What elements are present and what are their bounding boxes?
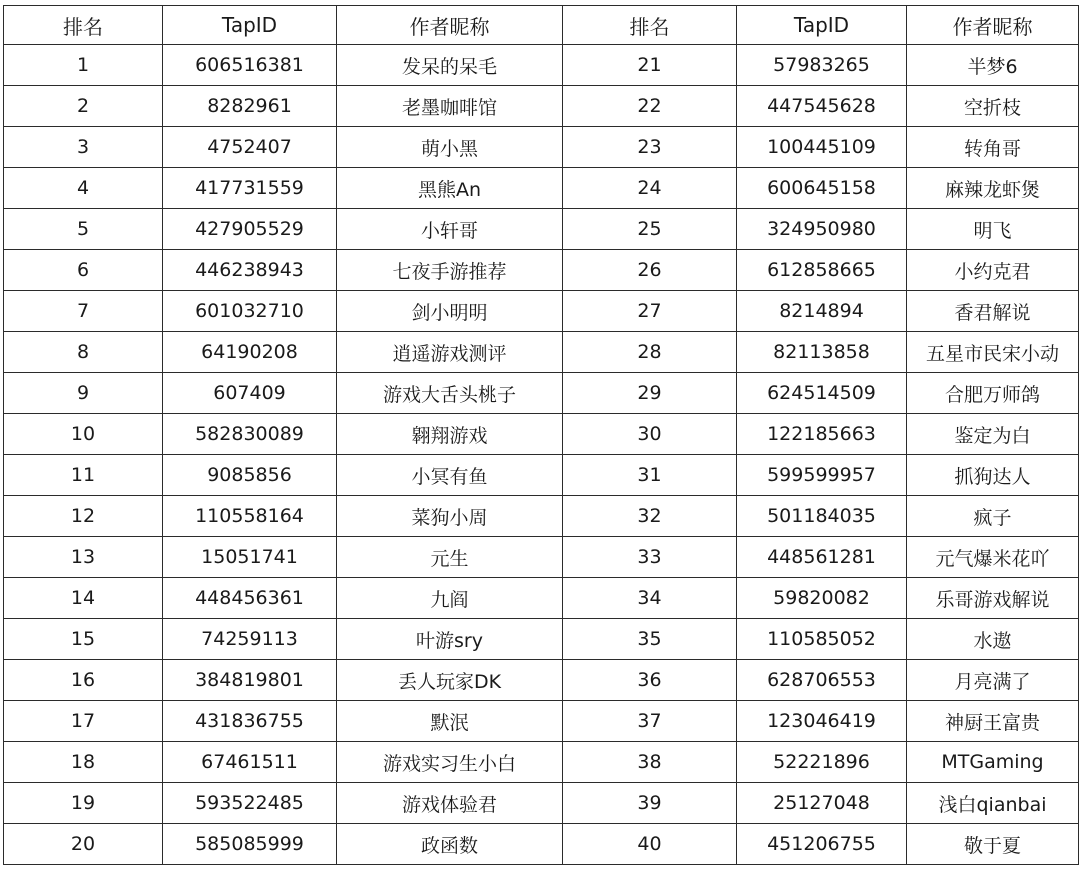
nickname-cell: 小约克君 — [907, 250, 1079, 291]
rank-cell: 15 — [4, 619, 163, 660]
nickname-cell: 翱翔游戏 — [337, 414, 563, 455]
table-header-row — [4, 6, 1079, 45]
ranking-table — [3, 5, 1079, 865]
table-row — [4, 373, 1079, 414]
tapid-cell: 8214894 — [737, 291, 907, 332]
tapid-cell: 448561281 — [737, 537, 907, 578]
tapid-cell: 324950980 — [737, 209, 907, 250]
rank-cell: 6 — [4, 250, 163, 291]
tapid-cell: 67461511 — [163, 742, 337, 783]
tapid-cell: 446238943 — [163, 250, 337, 291]
table-row — [4, 537, 1079, 578]
nickname-cell: 叶游sry — [337, 619, 563, 660]
rank-cell: 18 — [4, 742, 163, 783]
rank-cell: 12 — [4, 496, 163, 537]
tapid-cell: 601032710 — [163, 291, 337, 332]
tapid-cell: 600645158 — [737, 168, 907, 209]
rank-cell: 7 — [4, 291, 163, 332]
rank-cell: 36 — [563, 660, 737, 701]
rank-cell: 25 — [563, 209, 737, 250]
rank-cell: 1 — [4, 45, 163, 86]
rank-cell: 27 — [563, 291, 737, 332]
nickname-cell: 游戏实习生小白 — [337, 742, 563, 783]
tapid-cell: 64190208 — [163, 332, 337, 373]
table-row — [4, 127, 1079, 168]
header-author-nickname: 作者昵称 — [337, 6, 563, 45]
tapid-cell: 451206755 — [737, 824, 907, 865]
table-row — [4, 250, 1079, 291]
nickname-cell: 疯子 — [907, 496, 1079, 537]
nickname-cell: 转角哥 — [907, 127, 1079, 168]
nickname-cell: 萌小黑 — [337, 127, 563, 168]
header-rank: 排名 — [4, 6, 163, 45]
rank-cell: 8 — [4, 332, 163, 373]
tapid-cell: 606516381 — [163, 45, 337, 86]
rank-cell: 21 — [563, 45, 737, 86]
tapid-cell: 9085856 — [163, 455, 337, 496]
tapid-cell: 417731559 — [163, 168, 337, 209]
rank-cell: 33 — [563, 537, 737, 578]
tapid-cell: 57983265 — [737, 45, 907, 86]
rank-cell: 23 — [563, 127, 737, 168]
tapid-cell: 4752407 — [163, 127, 337, 168]
rank-cell: 32 — [563, 496, 737, 537]
nickname-cell: 水遨 — [907, 619, 1079, 660]
rank-cell: 30 — [563, 414, 737, 455]
nickname-cell: 小轩哥 — [337, 209, 563, 250]
tapid-cell: 122185663 — [737, 414, 907, 455]
tapid-cell: 25127048 — [737, 783, 907, 824]
table-row — [4, 824, 1079, 865]
nickname-cell: MTGaming — [907, 742, 1079, 783]
rank-cell: 5 — [4, 209, 163, 250]
rank-cell: 40 — [563, 824, 737, 865]
table-body — [4, 45, 1079, 865]
header-tapid: TapID — [737, 6, 907, 45]
tapid-cell: 431836755 — [163, 701, 337, 742]
nickname-cell: 抓狗达人 — [907, 455, 1079, 496]
nickname-cell: 敬于夏 — [907, 824, 1079, 865]
tapid-cell: 585085999 — [163, 824, 337, 865]
nickname-cell: 菜狗小周 — [337, 496, 563, 537]
nickname-cell: 剑小明明 — [337, 291, 563, 332]
table-row — [4, 496, 1079, 537]
rank-cell: 4 — [4, 168, 163, 209]
table-row — [4, 414, 1079, 455]
table-row — [4, 45, 1079, 86]
table-row — [4, 455, 1079, 496]
table-row — [4, 783, 1079, 824]
tapid-cell: 612858665 — [737, 250, 907, 291]
tapid-cell: 52221896 — [737, 742, 907, 783]
nickname-cell: 香君解说 — [907, 291, 1079, 332]
tapid-cell: 59820082 — [737, 578, 907, 619]
tapid-cell: 8282961 — [163, 86, 337, 127]
rank-cell: 16 — [4, 660, 163, 701]
rank-cell: 14 — [4, 578, 163, 619]
header-rank: 排名 — [563, 6, 737, 45]
tapid-cell: 599599957 — [737, 455, 907, 496]
nickname-cell: 九阎 — [337, 578, 563, 619]
tapid-cell: 501184035 — [737, 496, 907, 537]
table-row — [4, 332, 1079, 373]
table-row — [4, 578, 1079, 619]
tapid-cell: 110585052 — [737, 619, 907, 660]
tapid-cell: 628706553 — [737, 660, 907, 701]
nickname-cell: 默泯 — [337, 701, 563, 742]
nickname-cell: 老墨咖啡馆 — [337, 86, 563, 127]
ranking-table-container — [3, 5, 1078, 865]
tapid-cell: 427905529 — [163, 209, 337, 250]
table-row — [4, 291, 1079, 332]
rank-cell: 17 — [4, 701, 163, 742]
rank-cell: 37 — [563, 701, 737, 742]
nickname-cell: 明飞 — [907, 209, 1079, 250]
nickname-cell: 鉴定为白 — [907, 414, 1079, 455]
table-row — [4, 209, 1079, 250]
rank-cell: 24 — [563, 168, 737, 209]
rank-cell: 39 — [563, 783, 737, 824]
nickname-cell: 小冥有鱼 — [337, 455, 563, 496]
nickname-cell: 丢人玩家DK — [337, 660, 563, 701]
rank-cell: 2 — [4, 86, 163, 127]
table-row — [4, 168, 1079, 209]
rank-cell: 13 — [4, 537, 163, 578]
table-row — [4, 619, 1079, 660]
nickname-cell: 发呆的呆毛 — [337, 45, 563, 86]
tapid-cell: 448456361 — [163, 578, 337, 619]
nickname-cell: 浅白qianbai — [907, 783, 1079, 824]
rank-cell: 34 — [563, 578, 737, 619]
tapid-cell: 624514509 — [737, 373, 907, 414]
tapid-cell: 447545628 — [737, 86, 907, 127]
rank-cell: 35 — [563, 619, 737, 660]
header-tapid: TapID — [163, 6, 337, 45]
tapid-cell: 82113858 — [737, 332, 907, 373]
rank-cell: 38 — [563, 742, 737, 783]
nickname-cell: 元生 — [337, 537, 563, 578]
nickname-cell: 神厨王富贵 — [907, 701, 1079, 742]
table-row — [4, 742, 1079, 783]
rank-cell: 20 — [4, 824, 163, 865]
nickname-cell: 合肥万师鸽 — [907, 373, 1079, 414]
tapid-cell: 100445109 — [737, 127, 907, 168]
rank-cell: 26 — [563, 250, 737, 291]
nickname-cell: 五星市民宋小动 — [907, 332, 1079, 373]
table-row — [4, 86, 1079, 127]
tapid-cell: 607409 — [163, 373, 337, 414]
rank-cell: 9 — [4, 373, 163, 414]
header-author-nickname: 作者昵称 — [907, 6, 1079, 45]
nickname-cell: 乐哥游戏解说 — [907, 578, 1079, 619]
nickname-cell: 七夜手游推荐 — [337, 250, 563, 291]
tapid-cell: 110558164 — [163, 496, 337, 537]
tapid-cell: 593522485 — [163, 783, 337, 824]
rank-cell: 22 — [563, 86, 737, 127]
tapid-cell: 582830089 — [163, 414, 337, 455]
nickname-cell: 元气爆米花吖 — [907, 537, 1079, 578]
rank-cell: 3 — [4, 127, 163, 168]
rank-cell: 11 — [4, 455, 163, 496]
rank-cell: 19 — [4, 783, 163, 824]
rank-cell: 31 — [563, 455, 737, 496]
nickname-cell: 游戏体验君 — [337, 783, 563, 824]
nickname-cell: 空折枝 — [907, 86, 1079, 127]
rank-cell: 29 — [563, 373, 737, 414]
tapid-cell: 123046419 — [737, 701, 907, 742]
nickname-cell: 半梦6 — [907, 45, 1079, 86]
tapid-cell: 384819801 — [163, 660, 337, 701]
tapid-cell: 15051741 — [163, 537, 337, 578]
nickname-cell: 麻辣龙虾煲 — [907, 168, 1079, 209]
nickname-cell: 黑熊An — [337, 168, 563, 209]
nickname-cell: 政函数 — [337, 824, 563, 865]
nickname-cell: 逍遥游戏测评 — [337, 332, 563, 373]
nickname-cell: 游戏大舌头桃子 — [337, 373, 563, 414]
nickname-cell: 月亮满了 — [907, 660, 1079, 701]
table-row — [4, 701, 1079, 742]
table-row — [4, 660, 1079, 701]
tapid-cell: 74259113 — [163, 619, 337, 660]
rank-cell: 28 — [563, 332, 737, 373]
rank-cell: 10 — [4, 414, 163, 455]
